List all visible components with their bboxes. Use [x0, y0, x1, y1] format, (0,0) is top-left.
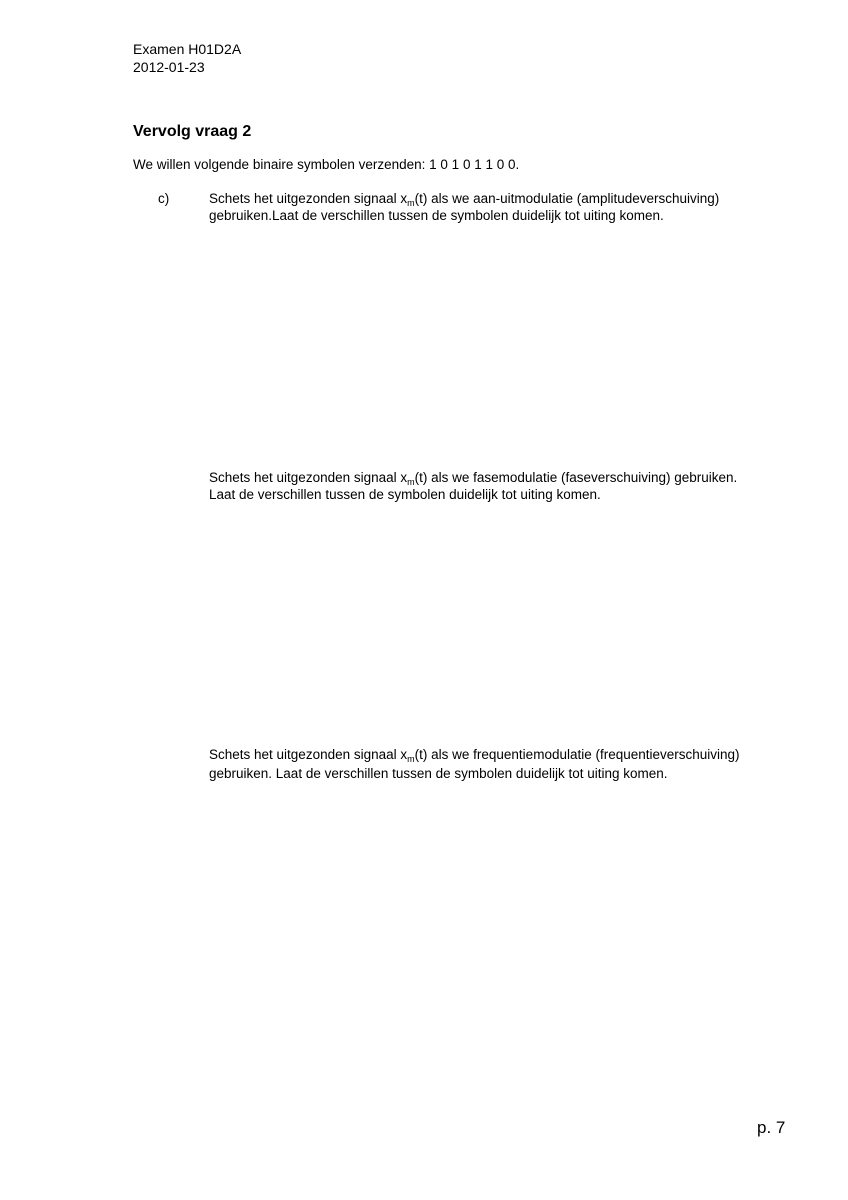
subquestion-amplitude-line1 — [209, 190, 719, 208]
subquestion-amplitude-line2: gebruiken.Laat de verschillen tussen de symbolen duidelijk tot uiting komen. — [209, 208, 664, 223]
answer-space-frequency[interactable] — [133, 790, 773, 1090]
subscript-m: m — [407, 754, 415, 764]
subscript-m: m — [407, 477, 415, 487]
exam-code: Examen H01D2A — [133, 41, 242, 57]
subquestion-text: (t) als we aan-uitmodulatie (amplitudeverschuiving) — [414, 191, 720, 206]
section-title: Vervolg vraag 2 — [133, 123, 252, 140]
intro-text: We willen volgende binaire symbolen verzenden: 1 0 1 0 1 1 0 0. — [133, 157, 520, 172]
question-label: c) — [158, 191, 170, 206]
subquestion-phase-line1 — [209, 469, 737, 487]
subquestion-phase-line2: Laat de verschillen tussen de symbolen duidelijk tot uiting komen. — [209, 487, 601, 502]
subquestion-text: (t) als we fasemodulatie (faseverschuiving) gebruiken. — [414, 470, 738, 485]
page-number: p. 7 — [757, 1118, 786, 1137]
subquestion-text: Schets het uitgezonden signaal x — [209, 191, 408, 206]
subscript-m: m — [407, 198, 415, 208]
answer-space-amplitude[interactable] — [133, 230, 773, 465]
exam-date: 2012-01-23 — [133, 59, 205, 75]
subquestion-frequency-line1 — [209, 746, 740, 764]
subquestion-frequency-line2: gebruiken. Laat de verschillen tussen de symbolen duidelijk tot uiting komen. — [209, 766, 668, 781]
subquestion-text: Schets het uitgezonden signaal x — [209, 747, 408, 762]
answer-space-phase[interactable] — [133, 510, 773, 740]
subquestion-text: Schets het uitgezonden signaal x — [209, 470, 408, 485]
subquestion-text: (t) als we frequentiemodulatie (frequentieverschuiving) — [414, 747, 740, 762]
